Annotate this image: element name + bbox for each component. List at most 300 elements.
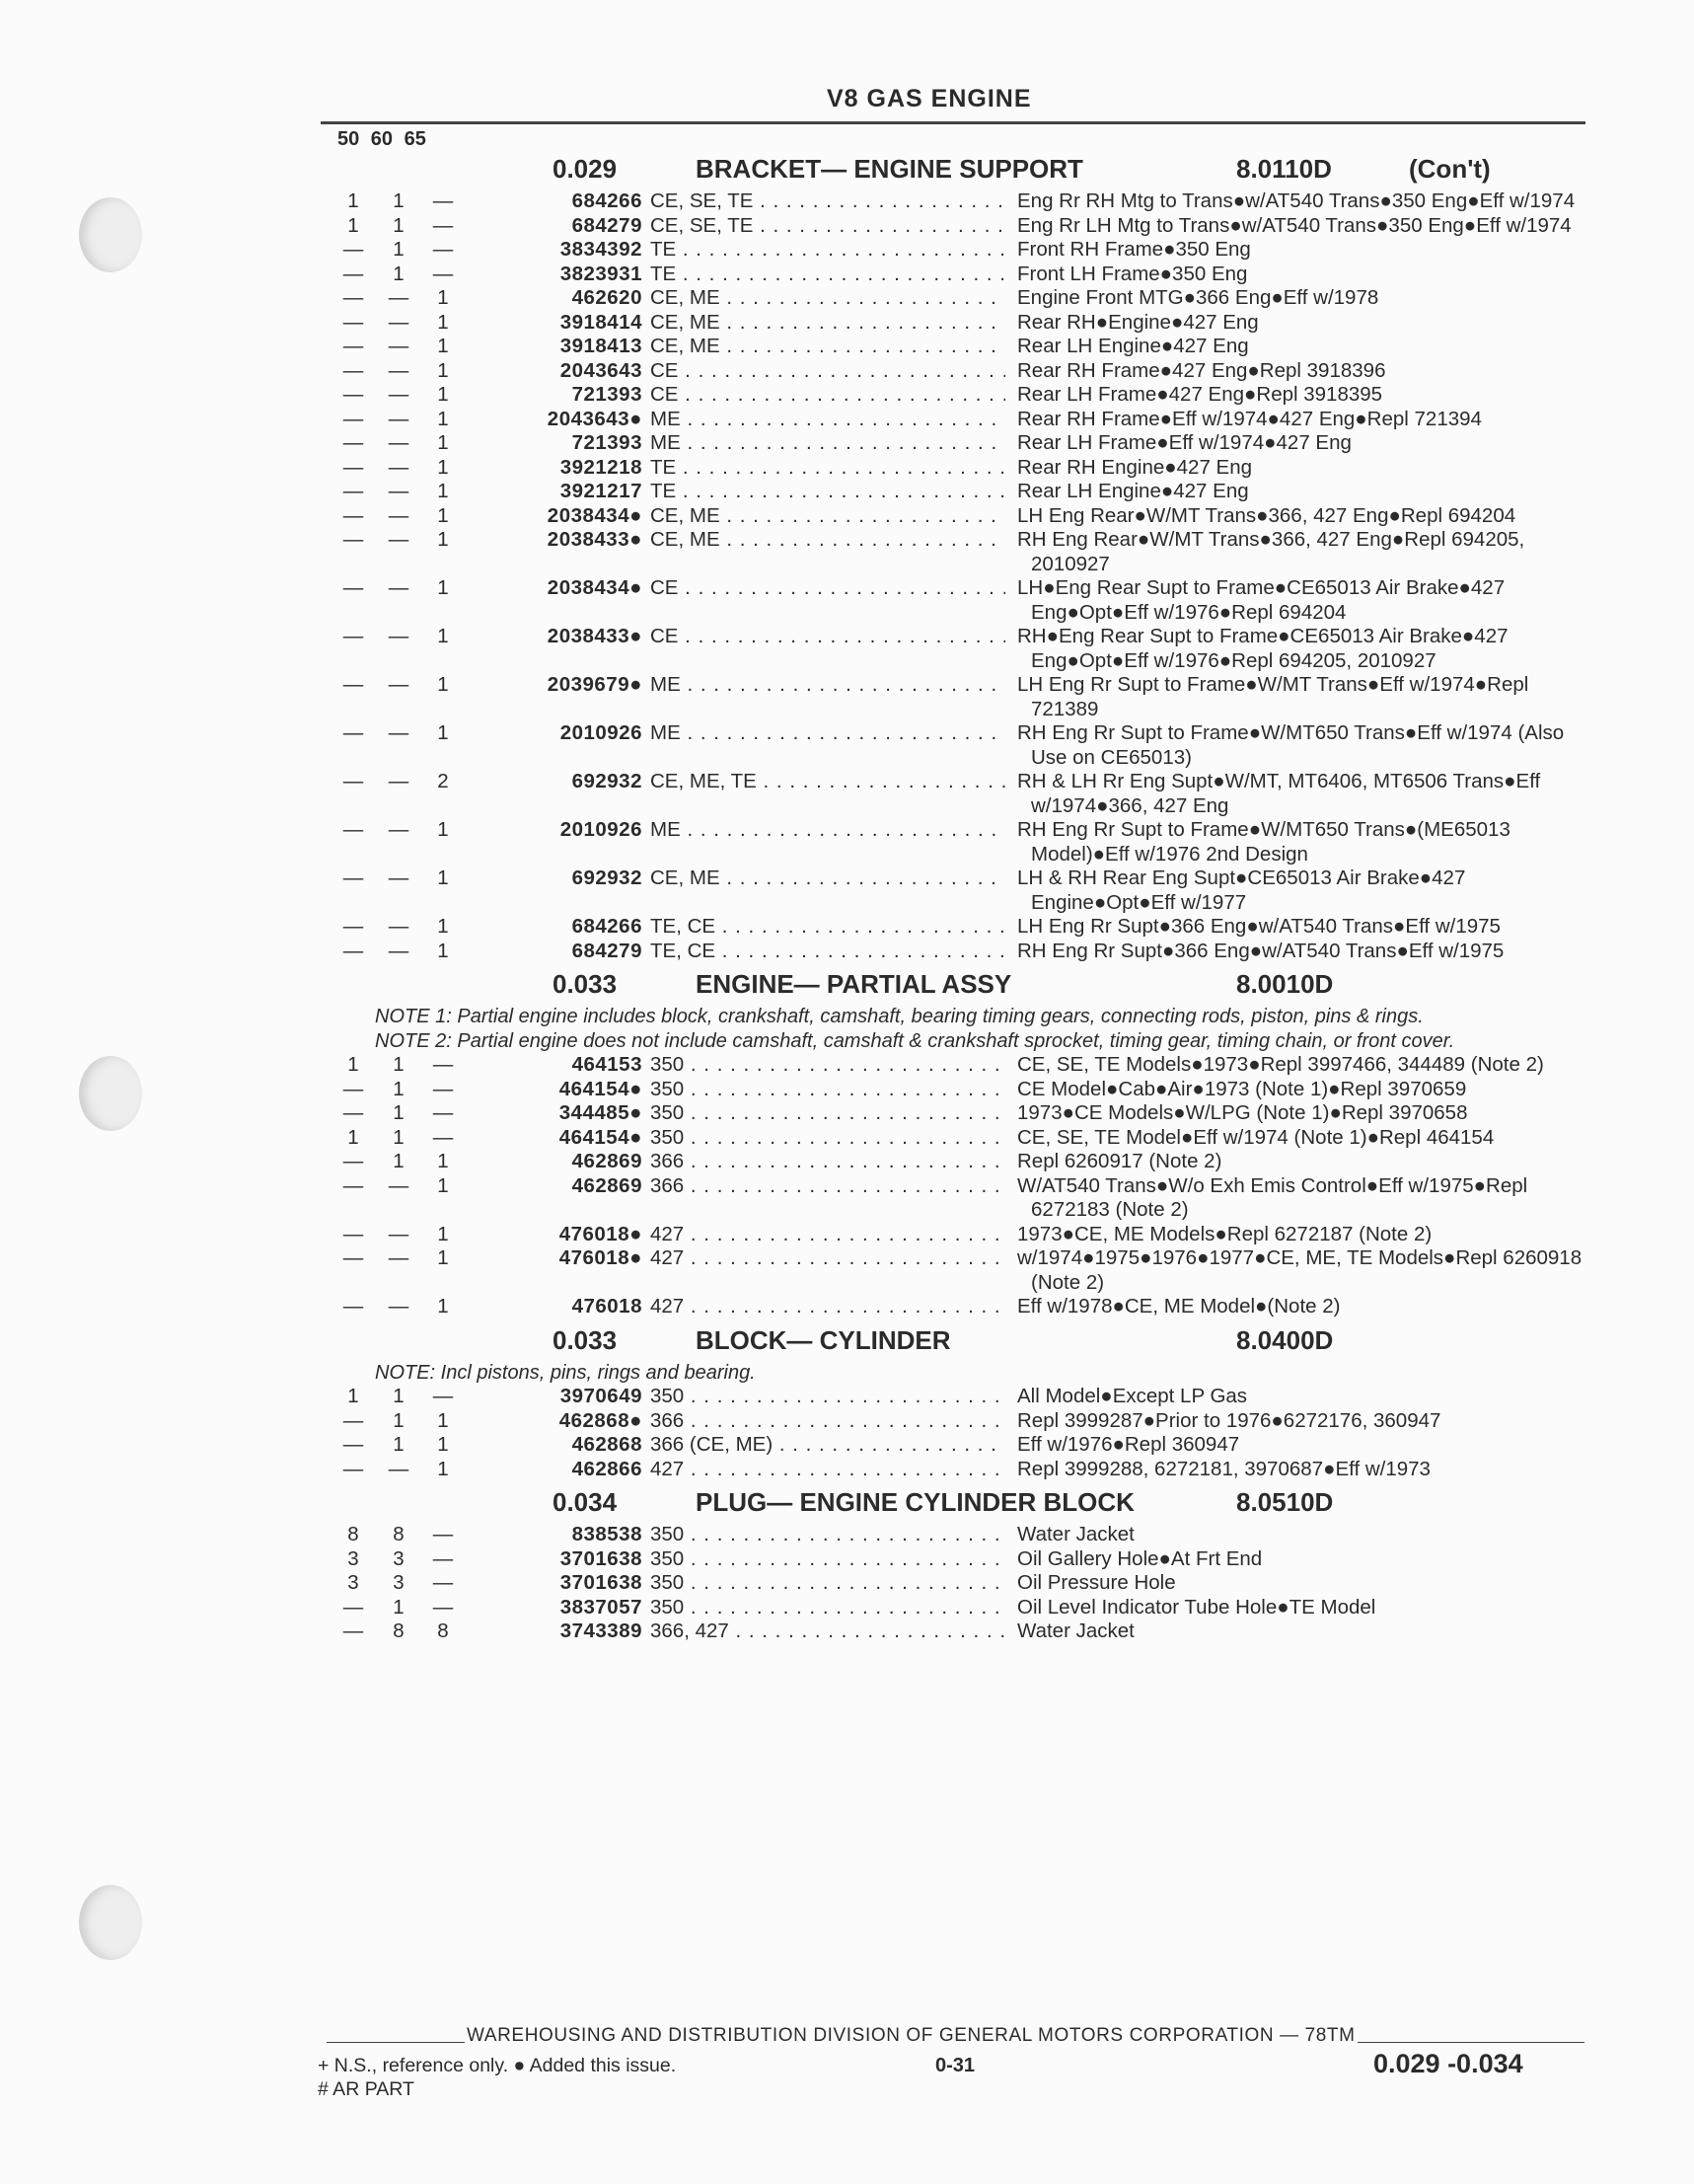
part-row bbox=[321, 189, 1593, 214]
model-codes: 427 . . . bbox=[650, 1295, 1005, 1319]
quantity-cell: — bbox=[432, 1077, 454, 1100]
quantity-cell: 3 bbox=[393, 1546, 405, 1570]
part-description: Rear LH Frame●427 Eng●Repl 3918395 bbox=[1017, 383, 1383, 406]
quantity-cell: 2 bbox=[437, 770, 449, 792]
part-number: 462620 bbox=[571, 286, 642, 309]
quantity-cell: 1 bbox=[393, 238, 405, 261]
part-row bbox=[321, 528, 1593, 576]
model-codes: 350 . . . bbox=[650, 1078, 1005, 1102]
quantity-cell: — bbox=[432, 1523, 454, 1545]
part-row bbox=[321, 1246, 1593, 1295]
quantity-cell: — bbox=[388, 866, 409, 889]
section-number: 0.033 bbox=[552, 969, 618, 999]
model-codes: CE, ME . . . bbox=[650, 286, 1005, 311]
part-number: 692932 bbox=[571, 770, 642, 792]
part-description: LH Eng Rear●W/MT Trans●366, 427 Eng●Repl 694204 bbox=[1017, 503, 1516, 527]
part-row bbox=[321, 576, 1593, 625]
part-description: Eff w/1976●Repl 360947 bbox=[1017, 1433, 1240, 1456]
quantity-cell: 1 bbox=[393, 1053, 405, 1076]
quantity-cell: — bbox=[342, 1433, 364, 1456]
part-number: 3701638 bbox=[559, 1546, 642, 1570]
part-number: 2038433● bbox=[547, 625, 642, 647]
quantity-cell: — bbox=[388, 1173, 409, 1197]
quantity-cell: 1 bbox=[437, 818, 449, 841]
quantity-cell: — bbox=[342, 1077, 364, 1100]
part-row bbox=[321, 431, 1593, 456]
section-note: NOTE 2: Partial engine does not include camshaft, camshaft & crankshaft sprocket, timing gear, timing chain, or front cover. bbox=[375, 1029, 1455, 1052]
quantity-cell: — bbox=[342, 455, 364, 479]
section-number: 0.033 bbox=[552, 1324, 618, 1355]
model-codes: CE, ME . . . bbox=[650, 335, 1005, 359]
quantity-cell: — bbox=[388, 1246, 409, 1269]
section-number: 0.034 bbox=[552, 1487, 618, 1517]
model-codes: TE, CE . . . bbox=[650, 940, 1005, 964]
quantity-cell: 1 bbox=[437, 480, 449, 502]
part-row bbox=[321, 1596, 1593, 1620]
part-number: 462866 bbox=[571, 1457, 642, 1480]
part-row bbox=[321, 940, 1593, 964]
quantity-cell: 1 bbox=[437, 915, 449, 938]
quantity-cell: — bbox=[388, 503, 409, 527]
quantity-cell: — bbox=[432, 213, 454, 237]
footer-rule bbox=[1358, 2041, 1584, 2043]
part-row bbox=[321, 335, 1593, 359]
section-code: 8.0110D bbox=[1236, 154, 1332, 184]
model-codes: 366 . . . bbox=[650, 1409, 1005, 1434]
part-row bbox=[321, 311, 1593, 336]
model-codes: 366 . . . bbox=[650, 1174, 1005, 1199]
quantity-cell: 1 bbox=[347, 213, 359, 237]
part-number: 464154● bbox=[558, 1077, 642, 1100]
quantity-cell: 1 bbox=[437, 1433, 449, 1456]
quantity-cell: 1 bbox=[437, 431, 449, 454]
quantity-cell: 1 bbox=[393, 1385, 405, 1407]
quantity-cell: — bbox=[342, 358, 364, 382]
part-description: Rear RH●Engine●427 Eng bbox=[1017, 310, 1259, 334]
quantity-cell: — bbox=[342, 818, 364, 841]
page-number: 0-31 bbox=[935, 2055, 976, 2076]
quantity-cell: — bbox=[342, 939, 364, 962]
part-description: Eng Rr RH Mtg to Trans●w/AT540 Trans●350 Eng●Eff w/1974 bbox=[1017, 189, 1576, 212]
model-codes: 350 . . . bbox=[650, 1101, 1005, 1126]
part-number: 692932 bbox=[571, 866, 642, 889]
model-codes: CE, SE, TE . . . bbox=[650, 189, 1005, 214]
model-codes: CE, ME . . . bbox=[650, 866, 1005, 891]
part-row bbox=[321, 673, 1593, 721]
part-row bbox=[321, 408, 1593, 432]
quantity-cell: — bbox=[388, 673, 409, 696]
section-note: NOTE: Incl pistons, pins, rings and bearing. bbox=[375, 1361, 756, 1384]
quantity-cell: 3 bbox=[347, 1546, 359, 1570]
part-number: 462869 bbox=[571, 1150, 642, 1172]
quantity-cell: — bbox=[342, 1619, 364, 1642]
part-row bbox=[321, 1385, 1593, 1409]
part-description: CE, SE, TE Model●Eff w/1974 (Note 1)●Repl 464154 bbox=[1017, 1125, 1495, 1149]
quantity-cell: 1 bbox=[393, 1408, 405, 1432]
section-code: 8.0510D bbox=[1236, 1487, 1334, 1517]
quantity-cell: — bbox=[432, 1571, 454, 1594]
part-number: 3823931 bbox=[559, 262, 642, 285]
part-number: 476018 bbox=[571, 1295, 642, 1318]
part-number: 344485● bbox=[558, 1101, 642, 1124]
part-description: LH & RH Rear Eng Supt●CE65013 Air Brake●427 Engine●Opt●Eff w/1977 bbox=[1017, 866, 1466, 914]
part-row bbox=[321, 770, 1593, 818]
part-number: 3701638 bbox=[559, 1571, 642, 1594]
model-codes: 350 . . . bbox=[650, 1053, 1005, 1078]
quantity-cell: 1 bbox=[393, 1077, 405, 1100]
model-codes: CE . . . bbox=[650, 359, 1005, 384]
quantity-cell: 8 bbox=[393, 1523, 405, 1545]
part-description: 1973●CE Models●W/LPG (Note 1)●Repl 3970658 bbox=[1017, 1101, 1468, 1124]
quantity-cell: — bbox=[342, 673, 364, 696]
quantity-cell: — bbox=[342, 1295, 364, 1318]
model-codes: TE, CE . . . bbox=[650, 915, 1005, 940]
part-description: Oil Level Indicator Tube Hole●TE Model bbox=[1017, 1595, 1376, 1619]
part-row bbox=[321, 1619, 1593, 1644]
model-codes: CE, ME . . . bbox=[650, 311, 1005, 336]
quantity-cell: 1 bbox=[437, 335, 449, 357]
part-description: Oil Gallery Hole●At Frt End bbox=[1017, 1546, 1263, 1570]
quantity-cell: — bbox=[342, 407, 364, 430]
model-codes: TE . . . bbox=[650, 238, 1005, 263]
model-codes: CE . . . bbox=[650, 383, 1005, 408]
section-note: NOTE 1: Partial engine includes block, crankshaft, camshaft, bearing timing gears, connecting rods, piston, pins & rings. bbox=[375, 1006, 1424, 1027]
part-number: 476018● bbox=[558, 1246, 642, 1269]
quantity-cell: — bbox=[342, 1173, 364, 1197]
part-description: RH●Eng Rear Supt to Frame●CE65013 Air Brake●427 Eng●Opt●Eff w/1976●Repl 694205, 2010927 bbox=[1017, 625, 1509, 672]
part-description: Water Jacket bbox=[1017, 1619, 1135, 1642]
quantity-cell: 1 bbox=[437, 1222, 449, 1245]
part-number: 464153 bbox=[571, 1053, 642, 1076]
quantity-cell: 1 bbox=[437, 625, 449, 647]
part-row bbox=[321, 1433, 1593, 1458]
section-number: 0.029 bbox=[552, 154, 618, 184]
part-description: W/AT540 Trans●W/o Exh Emis Control●Eff w/1975●Repl 6272183 (Note 2) bbox=[1017, 1173, 1528, 1221]
part-description: Eff w/1978●CE, ME Model●(Note 2) bbox=[1017, 1295, 1341, 1318]
quantity-cell: 1 bbox=[393, 1150, 405, 1172]
quantity-cell: — bbox=[432, 1595, 454, 1619]
punch-hole bbox=[79, 1056, 142, 1131]
quantity-cell: — bbox=[388, 818, 409, 841]
part-row bbox=[321, 383, 1593, 408]
part-row bbox=[321, 866, 1593, 915]
part-number: 462869 bbox=[571, 1173, 642, 1197]
quantity-cell: — bbox=[388, 1222, 409, 1245]
quantity-cell: — bbox=[388, 455, 409, 479]
part-row bbox=[321, 818, 1593, 866]
part-number: 2039679● bbox=[547, 673, 642, 696]
page-range: 0.029 -0.034 bbox=[1373, 2049, 1523, 2078]
part-row bbox=[321, 456, 1593, 481]
part-number: 2038434● bbox=[547, 576, 642, 599]
part-row bbox=[321, 504, 1593, 529]
part-row bbox=[321, 915, 1593, 940]
quantity-cell: — bbox=[342, 866, 364, 889]
part-number: 2038434● bbox=[547, 503, 642, 527]
part-description: Oil Pressure Hole bbox=[1017, 1571, 1176, 1594]
part-description: Rear LH Frame●Eff w/1974●427 Eng bbox=[1017, 431, 1352, 454]
quantity-cell: — bbox=[388, 383, 409, 406]
quantity-cell: 1 bbox=[437, 1295, 449, 1318]
quantity-cell: — bbox=[342, 1408, 364, 1432]
part-row bbox=[321, 1295, 1593, 1319]
title-rule bbox=[321, 121, 1585, 124]
part-row bbox=[321, 1523, 1593, 1547]
part-description: Water Jacket bbox=[1017, 1523, 1135, 1545]
part-description: Repl 3999287●Prior to 1976●6272176, 360947 bbox=[1017, 1408, 1441, 1432]
part-number: 684279 bbox=[571, 939, 642, 962]
part-number: 838538 bbox=[571, 1523, 642, 1545]
model-codes: 350 . . . bbox=[650, 1385, 1005, 1409]
part-description: LH●Eng Rear Supt to Frame●CE65013 Air Brake●427 Eng●Opt●Eff w/1976●Repl 694204 bbox=[1017, 576, 1506, 624]
quantity-cell: 3 bbox=[347, 1571, 359, 1594]
part-number: 721393 bbox=[571, 431, 642, 454]
quantity-cell: — bbox=[342, 1246, 364, 1269]
quantity-cell: — bbox=[432, 1546, 454, 1570]
part-number: 2010926 bbox=[559, 818, 642, 841]
model-codes: CE, ME, TE . . . bbox=[650, 770, 1005, 794]
part-number: 476018● bbox=[558, 1222, 642, 1245]
model-codes: 427 . . . bbox=[650, 1458, 1005, 1482]
quantity-cell: 1 bbox=[437, 383, 449, 406]
part-description: RH Eng Rr Supt to Frame●W/MT650 Trans●Eff w/1974 (Also Use on CE65013) bbox=[1017, 721, 1565, 769]
quantity-cell: — bbox=[342, 1222, 364, 1245]
part-description: 1973●CE, ME Models●Repl 6272187 (Note 2) bbox=[1017, 1222, 1433, 1245]
part-row bbox=[321, 1409, 1593, 1434]
quantity-cell: — bbox=[342, 528, 364, 551]
part-row bbox=[321, 721, 1593, 770]
quantity-cell: — bbox=[342, 431, 364, 454]
model-codes: 366 (CE, ME) . . . bbox=[650, 1433, 1005, 1458]
quantity-cell: — bbox=[388, 310, 409, 334]
footer-legend: + N.S., reference only. ● Added this issue. bbox=[318, 2055, 677, 2076]
quantity-cell: 1 bbox=[393, 1595, 405, 1619]
model-codes: TE . . . bbox=[650, 456, 1005, 481]
quantity-cell: 1 bbox=[393, 213, 405, 237]
quantity-cell: 1 bbox=[437, 1408, 449, 1432]
model-codes: CE . . . bbox=[650, 576, 1005, 601]
part-number: 2010926 bbox=[559, 721, 642, 744]
section-header bbox=[321, 1481, 1593, 1523]
quantity-cell: 8 bbox=[437, 1619, 449, 1642]
quantity-cell: 1 bbox=[437, 721, 449, 744]
punch-hole bbox=[79, 1885, 142, 1960]
quantity-cell: 1 bbox=[393, 1433, 405, 1456]
footer-division: WAREHOUSING AND DISTRIBUTION DIVISION OF GENERAL MOTORS CORPORATION — 78TM bbox=[467, 2025, 1356, 2046]
section-title: BRACKET— ENGINE SUPPORT bbox=[696, 154, 1083, 184]
quantity-cell: — bbox=[388, 939, 409, 962]
part-description: RH Eng Rr Supt●366 Eng●w/AT540 Trans●Eff w/1975 bbox=[1017, 939, 1505, 962]
part-row bbox=[321, 286, 1593, 311]
part-row bbox=[321, 263, 1593, 287]
part-description: RH & LH Rr Eng Supt●W/MT, MT6406, MT6506 Trans●Eff w/1974●366, 427 Eng bbox=[1017, 770, 1541, 817]
part-number: 3921217 bbox=[559, 480, 642, 502]
quantity-cell: — bbox=[388, 407, 409, 430]
model-codes: TE . . . bbox=[650, 263, 1005, 287]
model-codes: 350 . . . bbox=[650, 1596, 1005, 1620]
section-header bbox=[321, 148, 1593, 189]
model-codes: ME . . . bbox=[650, 673, 1005, 698]
part-description: Eng Rr LH Mtg to Trans●w/AT540 Trans●350 Eng●Eff w/1974 bbox=[1017, 213, 1572, 237]
quantity-cell: 1 bbox=[437, 455, 449, 479]
part-description: Front LH Frame●350 Eng bbox=[1017, 262, 1248, 285]
quantity-cell: — bbox=[388, 915, 409, 938]
model-codes: ME . . . bbox=[650, 818, 1005, 843]
part-description: CE, SE, TE Models●1973●Repl 3997466, 344489 (Note 2) bbox=[1017, 1053, 1544, 1076]
part-number: 3834392 bbox=[559, 238, 642, 261]
quantity-cell: — bbox=[432, 238, 454, 261]
quantity-cell: 1 bbox=[393, 1125, 405, 1149]
quantity-cell: 1 bbox=[437, 528, 449, 551]
part-description: Rear RH Engine●427 Eng bbox=[1017, 455, 1253, 479]
model-codes: 350 . . . bbox=[650, 1126, 1005, 1151]
quantity-cell: 1 bbox=[347, 189, 359, 212]
quantity-cell: — bbox=[342, 480, 364, 502]
part-number: 3921218 bbox=[559, 455, 642, 479]
quantity-cell: — bbox=[388, 286, 409, 309]
section-title: ENGINE— PARTIAL ASSY bbox=[696, 969, 1012, 999]
model-codes: CE, ME . . . bbox=[650, 504, 1005, 529]
quantity-cell: — bbox=[342, 310, 364, 334]
parts-listing bbox=[321, 148, 1593, 1644]
part-number: 721393 bbox=[571, 383, 642, 406]
model-codes: 350 . . . bbox=[650, 1547, 1005, 1572]
model-codes: 366, 427 . . . bbox=[650, 1619, 1005, 1644]
quantity-cell: 1 bbox=[393, 1101, 405, 1124]
part-number: 462868● bbox=[558, 1408, 642, 1432]
part-description: CE Model●Cab●Air●1973 (Note 1)●Repl 3970659 bbox=[1017, 1077, 1467, 1100]
quantity-cell: 8 bbox=[393, 1619, 405, 1642]
part-number: 684279 bbox=[571, 213, 642, 237]
section-header bbox=[321, 963, 1593, 1005]
section-title: PLUG— ENGINE CYLINDER BLOCK bbox=[696, 1487, 1135, 1517]
part-row bbox=[321, 1078, 1593, 1102]
quantity-cell: — bbox=[388, 770, 409, 792]
quantity-cell: — bbox=[342, 915, 364, 938]
part-row bbox=[321, 1223, 1593, 1247]
quantity-cell: 1 bbox=[437, 286, 449, 309]
quantity-cell: — bbox=[342, 1595, 364, 1619]
quantity-cell: 1 bbox=[347, 1053, 359, 1076]
quantity-cell: 1 bbox=[393, 189, 405, 212]
part-description: Rear RH Frame●Eff w/1974●427 Eng●Repl 721394 bbox=[1017, 407, 1482, 430]
section-header bbox=[321, 1319, 1593, 1361]
model-codes: CE, ME . . . bbox=[650, 528, 1005, 553]
section-code: 8.0400D bbox=[1236, 1324, 1334, 1355]
quantity-cell: 1 bbox=[437, 866, 449, 889]
model-codes: ME . . . bbox=[650, 431, 1005, 456]
section-code: 8.0010D bbox=[1236, 969, 1334, 999]
part-number: 3918414 bbox=[559, 310, 642, 334]
footer-division-line bbox=[327, 2025, 1584, 2047]
quantity-cell: — bbox=[432, 1125, 454, 1149]
quantity-cell: — bbox=[342, 238, 364, 261]
part-number: 3837057 bbox=[559, 1595, 642, 1619]
quantity-cell: — bbox=[388, 358, 409, 382]
part-description: LH Eng Rr Supt to Frame●W/MT Trans●Eff w/1974●Repl 721389 bbox=[1017, 673, 1529, 720]
quantity-cell: — bbox=[432, 1053, 454, 1076]
quantity-cell: — bbox=[342, 1101, 364, 1124]
quantity-cell: — bbox=[342, 576, 364, 599]
quantity-cell: — bbox=[432, 262, 454, 285]
quantity-cell: 8 bbox=[347, 1523, 359, 1545]
quantity-cell: — bbox=[342, 286, 364, 309]
quantity-cell: — bbox=[342, 770, 364, 792]
part-row bbox=[321, 238, 1593, 263]
quantity-cell: — bbox=[342, 262, 364, 285]
part-number: 2043643 bbox=[559, 358, 642, 382]
part-description: All Model●Except LP Gas bbox=[1017, 1385, 1248, 1407]
quantity-cell: — bbox=[432, 1385, 454, 1407]
model-codes: ME . . . bbox=[650, 408, 1005, 432]
quantity-cell: 1 bbox=[437, 310, 449, 334]
quantity-cell: — bbox=[388, 335, 409, 357]
quantity-cell: — bbox=[342, 721, 364, 744]
quantity-cell: 1 bbox=[437, 1173, 449, 1197]
part-description: LH Eng Rr Supt●366 Eng●w/AT540 Trans●Eff w/1975 bbox=[1017, 915, 1501, 938]
part-row bbox=[321, 1126, 1593, 1151]
part-description: RH Eng Rear●W/MT Trans●366, 427 Eng●Repl 694205, 2010927 bbox=[1017, 528, 1525, 575]
column-headers: 50 60 65 bbox=[337, 128, 426, 150]
model-codes: 350 . . . bbox=[650, 1571, 1005, 1596]
quantity-cell: — bbox=[388, 721, 409, 744]
part-row bbox=[321, 214, 1593, 239]
quantity-cell: — bbox=[342, 1457, 364, 1480]
quantity-cell: 1 bbox=[437, 576, 449, 599]
model-codes: 366 . . . bbox=[650, 1150, 1005, 1174]
part-number: 462868 bbox=[571, 1433, 642, 1456]
quantity-cell: 1 bbox=[437, 1150, 449, 1172]
part-number: 2043643● bbox=[547, 407, 642, 430]
part-description: RH Eng Rr Supt to Frame●W/MT650 Trans●(ME65013 Model)●Eff w/1976 2nd Design bbox=[1017, 818, 1510, 866]
quantity-cell: — bbox=[388, 625, 409, 647]
part-row bbox=[321, 1174, 1593, 1223]
quantity-cell: — bbox=[388, 431, 409, 454]
part-description: Engine Front MTG●366 Eng●Eff w/1978 bbox=[1017, 286, 1379, 309]
part-number: 3918413 bbox=[559, 335, 642, 357]
model-codes: 427 . . . bbox=[650, 1223, 1005, 1247]
quantity-cell: — bbox=[342, 383, 364, 406]
quantity-cell: — bbox=[342, 625, 364, 647]
model-codes: CE . . . bbox=[650, 625, 1005, 649]
quantity-cell: 3 bbox=[393, 1571, 405, 1594]
quantity-cell: — bbox=[342, 1150, 364, 1172]
part-number: 464154● bbox=[558, 1125, 642, 1149]
part-number: 3970649 bbox=[559, 1385, 642, 1407]
punch-hole bbox=[79, 197, 142, 272]
quantity-cell: 1 bbox=[347, 1125, 359, 1149]
quantity-cell: 1 bbox=[347, 1385, 359, 1407]
section-title: BLOCK— CYLINDER bbox=[696, 1324, 951, 1355]
model-codes: 427 . . . bbox=[650, 1246, 1005, 1271]
part-row bbox=[321, 1150, 1593, 1174]
section-continued: (Con't) bbox=[1409, 154, 1491, 184]
quantity-cell: — bbox=[432, 189, 454, 212]
quantity-cell: — bbox=[388, 480, 409, 502]
quantity-cell: — bbox=[388, 1295, 409, 1318]
quantity-cell: 1 bbox=[437, 1457, 449, 1480]
quantity-cell: 1 bbox=[437, 1246, 449, 1269]
part-row bbox=[321, 1571, 1593, 1596]
quantity-cell: 1 bbox=[437, 358, 449, 382]
part-row bbox=[321, 625, 1593, 673]
quantity-cell: — bbox=[388, 576, 409, 599]
part-row bbox=[321, 1547, 1593, 1572]
quantity-cell: 1 bbox=[393, 262, 405, 285]
part-description: Repl 3999288, 6272181, 3970687●Eff w/1973 bbox=[1017, 1457, 1431, 1480]
quantity-cell: — bbox=[432, 1101, 454, 1124]
quantity-cell: 1 bbox=[437, 673, 449, 696]
